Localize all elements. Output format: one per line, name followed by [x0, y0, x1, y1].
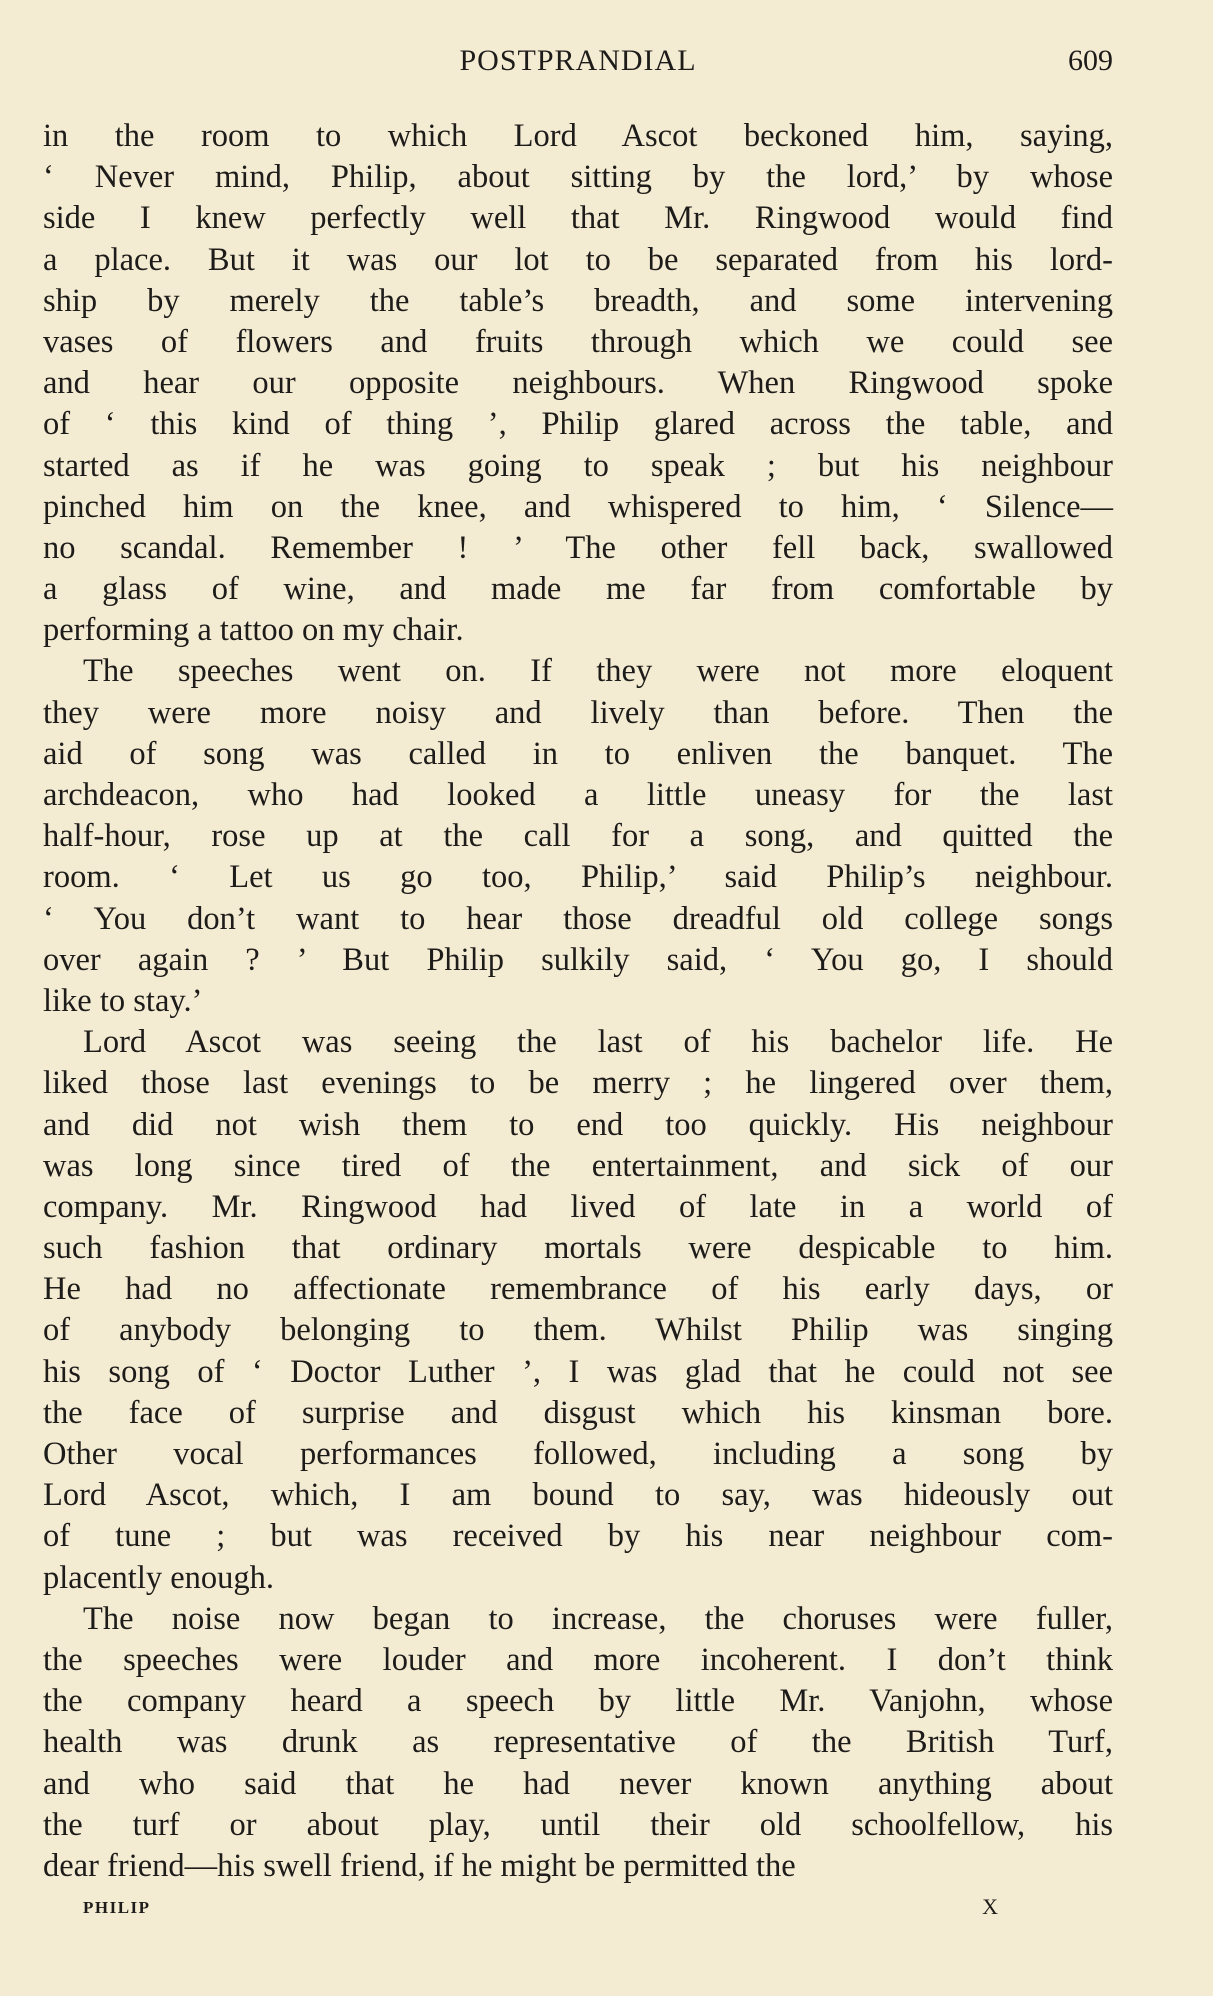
running-head — [43, 44, 1113, 84]
paragraph — [43, 1599, 1113, 1887]
signature-letter: X — [982, 1894, 998, 1919]
text-line: the turf or about play, until their old schoolfellow, his — [43, 1806, 1113, 1843]
paragraph — [43, 116, 1113, 651]
text-line: started as if he was going to speak ; but his neighbour — [43, 447, 1113, 484]
text-line: half-hour, rose up at the call for a song, and quitted the — [43, 818, 1113, 855]
text-line: and hear our opposite neighbours. When Ringwood spoke — [43, 365, 1113, 402]
text-line: the speeches were louder and more incoherent. I don’t think — [43, 1641, 1113, 1678]
text-line: such fashion that ordinary mortals were despicable to him. — [43, 1230, 1113, 1267]
text-line: vases of flowers and fruits through which we could see — [43, 323, 1113, 360]
text-line: no scandal. Remember ! ’ The other fell back, swallowed — [43, 529, 1113, 566]
text-line: they were more noisy and lively than before. Then the — [43, 694, 1113, 731]
text-line: Other vocal performances followed, including a song by — [43, 1436, 1113, 1472]
text-line: his song of ‘ Doctor Luther ’, I was glad that he could not see — [43, 1353, 1113, 1390]
paragraph — [43, 1022, 1113, 1599]
text-line: of tune ; but was received by his near neighbour com- — [43, 1518, 1113, 1555]
page-number: 609 — [1068, 44, 1113, 77]
text-line: and did not wish them to end too quickly. His neighbour — [43, 1106, 1113, 1143]
text-line: room. ‘ Let us go too, Philip,’ said Philip’s neighbour. — [43, 859, 1113, 896]
signature-mark: PHILIP — [83, 1898, 151, 1917]
paragraph — [43, 651, 1113, 1022]
text-line: over again ? ’ But Philip sulkily said, ‘ You go, I should — [43, 941, 1113, 978]
text-line: The noise now began to increase, the choruses were fuller, — [83, 1600, 1113, 1637]
text-line: side I knew perfectly well that Mr. Ringwood would find — [43, 200, 1113, 237]
text-line: ship by merely the table’s breadth, and some intervening — [43, 282, 1113, 319]
text-line: aid of song was called in to enliven the banquet. The — [43, 735, 1113, 772]
body-text — [43, 116, 1113, 1887]
page-footer — [43, 1894, 1113, 1928]
text-line: Lord Ascot, which, I am bound to say, was hideously out — [43, 1477, 1113, 1514]
text-line: a glass of wine, and made me far from comfortable by — [43, 571, 1113, 608]
text-line: like to stay.’ — [43, 982, 203, 1019]
text-line: ‘ You don’t want to hear those dreadful old college songs — [43, 900, 1113, 937]
text-line: a place. But it was our lot to be separated from his lord- — [43, 241, 1113, 278]
text-line: of anybody belonging to them. Whilst Philip was singing — [43, 1312, 1113, 1349]
running-title: POSTPRANDIAL — [459, 44, 697, 77]
text-line: of ‘ this kind of thing ’, Philip glared across the table, and — [43, 406, 1113, 443]
text-line: liked those last evenings to be merry ; he lingered over them, — [43, 1065, 1113, 1102]
text-line: ‘ Never mind, Philip, about sitting by the lord,’ by whose — [43, 159, 1113, 196]
text-line: health was drunk as representative of the British Turf, — [43, 1724, 1113, 1761]
text-line: placently enough. — [43, 1559, 275, 1596]
text-line: He had no affectionate remembrance of his early days, or — [43, 1271, 1113, 1308]
text-line: the company heard a speech by little Mr. Vanjohn, whose — [43, 1683, 1113, 1720]
text-line: was long since tired of the entertainment, and sick of our — [43, 1147, 1113, 1184]
text-line: in the room to which Lord Ascot beckoned him, saying, — [43, 118, 1113, 154]
text-line: The speeches went on. If they were not more eloquent — [83, 653, 1113, 690]
text-line: archdeacon, who had looked a little uneasy for the last — [43, 777, 1113, 813]
text-line: the face of surprise and disgust which his kinsman bore. — [43, 1394, 1113, 1431]
text-line: and who said that he had never known anything about — [43, 1765, 1113, 1802]
text-line: pinched him on the knee, and whispered to him, ‘ Silence— — [43, 488, 1113, 525]
text-line: company. Mr. Ringwood had lived of late in a world of — [43, 1188, 1113, 1225]
text-line: Lord Ascot was seeing the last of his bachelor life. He — [83, 1024, 1113, 1061]
text-line: performing a tattoo on my chair. — [43, 612, 464, 649]
text-line: dear friend—his swell friend, if he might be permitted the — [43, 1847, 796, 1884]
